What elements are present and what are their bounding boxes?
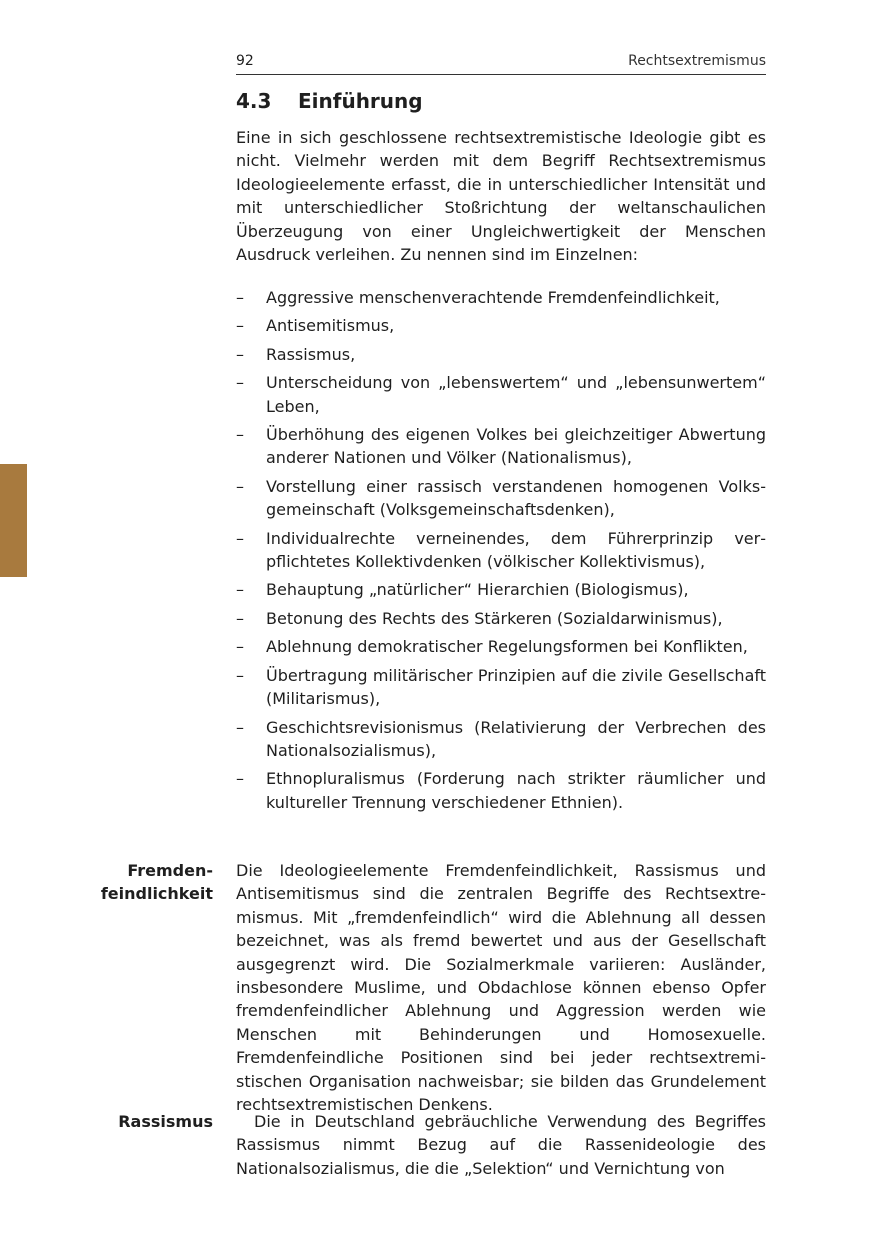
list-dash: – bbox=[236, 288, 244, 307]
list-item: – Behauptung „natürlicher“ Hierarchien (Biologismus), bbox=[236, 578, 766, 601]
intro-paragraph: Eine in sich geschlossene rechtsextremistische Ideologie gibt es nicht. Vielmehr werden mit dem Begriff Rechtsextremismus Ideologieelemente erfasst, die in unterschiedlicher Intensität und mit unterschiedlicher Stoßrichtung der weltanschaulichen Überzeugung von einer Ungleichwertigkeit der Menschen Ausdruck verleihen. Zu nennen sind im Einzelnen: bbox=[236, 128, 766, 265]
list-dash: – bbox=[236, 316, 244, 336]
list-dash: – bbox=[236, 717, 244, 737]
section-heading bbox=[236, 88, 423, 114]
page-number: 92 bbox=[236, 53, 254, 69]
running-header bbox=[236, 52, 766, 75]
list-item: – Unterscheidung von „lebenswertem“ und „lebensunwertem“ Leben, bbox=[236, 373, 766, 416]
list-dash: – bbox=[236, 373, 244, 393]
list-item: – Ablehnung demokratischer Regelungsformen bei Konflikten, bbox=[236, 635, 766, 658]
list-dash: – bbox=[236, 608, 244, 628]
list-item: – Geschichtsrevisionismus (Relativierung der Verbrechen des Nationalsozialismus), bbox=[236, 717, 766, 760]
list-dash: – bbox=[236, 769, 244, 789]
list-item: – Überhöhung des eigenen Volkes bei gleichzeitiger Abwertung anderer Nationen und Völker (Nationalismus), bbox=[236, 425, 766, 468]
chapter-thumb-tab bbox=[0, 464, 27, 577]
list-item: – Antisemitismus, bbox=[236, 314, 766, 337]
list-dash: – bbox=[236, 344, 244, 364]
paragraph-rassismus: Die in Deutschland gebräuchliche Verwendung des Begriffes Rassismus nimmt Bezug auf die Rassenideologie des Nationalsozialismus, die die „Selektion“ und Vernichtung von bbox=[236, 1112, 766, 1178]
list-dash: – bbox=[236, 580, 244, 600]
paragraph-fremdenfeindlichkeit: Die Ideologieelemente Fremdenfeindlichkeit, Rassismus und Antisemitismus sind die zentralen Begriffe des Rechtsextremismus. Mit „fremdenfeindlich“ wird die Ablehnung all dessen bezeichnet, was als fremd bewertet und aus der Gesellschaft ausgegrenzt wird. Die Sozialmerkmale variieren: Ausländer, insbesondere Muslime, und Obdachlose können ebenso Opfer fremdenfeindlicher Ablehnung und Aggression werden wie Menschen mit Behinderungen und Homosexuelle. Fremdenfeindliche Positionen sind bei jeder rechtsextremistischen Organisation nachweisbar; sie bilden das Grundelement rechtsextremistischen Denkens. bbox=[236, 861, 766, 1115]
margin-note-fremdenfeindlichkeit: Fremden- feindlichkeit bbox=[100, 861, 213, 904]
section-number: 4.3 bbox=[236, 89, 272, 113]
list-item: – Rassismus, bbox=[236, 343, 766, 366]
list-dash: – bbox=[236, 476, 244, 496]
list-item: – Übertragung militärischer Prinzipien auf die zivile Gesellschaft (Militarismus), bbox=[236, 665, 766, 709]
list-item: – Individualrechte verneinendes, dem Führerprinzip verpflichtetes Kollektivdenken (völkischer Kollektivismus), bbox=[236, 528, 766, 572]
running-title: Rechtsextremismus bbox=[628, 53, 766, 69]
list-dash: – bbox=[236, 665, 244, 685]
ideology-elements-list bbox=[236, 286, 766, 819]
list-dash: – bbox=[236, 528, 244, 548]
list-item: – Aggressive menschenverachtende Fremdenfeindlichkeit, bbox=[236, 286, 766, 309]
list-item: – Betonung des Rechts des Stärkeren (Sozialdarwinismus), bbox=[236, 607, 766, 630]
list-item: – Ethnopluralismus (Forderung nach strikter räumlicher und kultureller Trennung verschiedener Ethnien). bbox=[236, 769, 766, 812]
section-title: Einführung bbox=[298, 89, 423, 113]
list-dash: – bbox=[236, 637, 244, 657]
list-dash: – bbox=[236, 425, 244, 445]
list-item: – Vorstellung einer rassisch verstandenen homogenen Volksgemeinschaft (Volksgemeinschaftsdenken), bbox=[236, 476, 766, 520]
margin-note-rassismus: Rassismus bbox=[118, 1112, 213, 1131]
